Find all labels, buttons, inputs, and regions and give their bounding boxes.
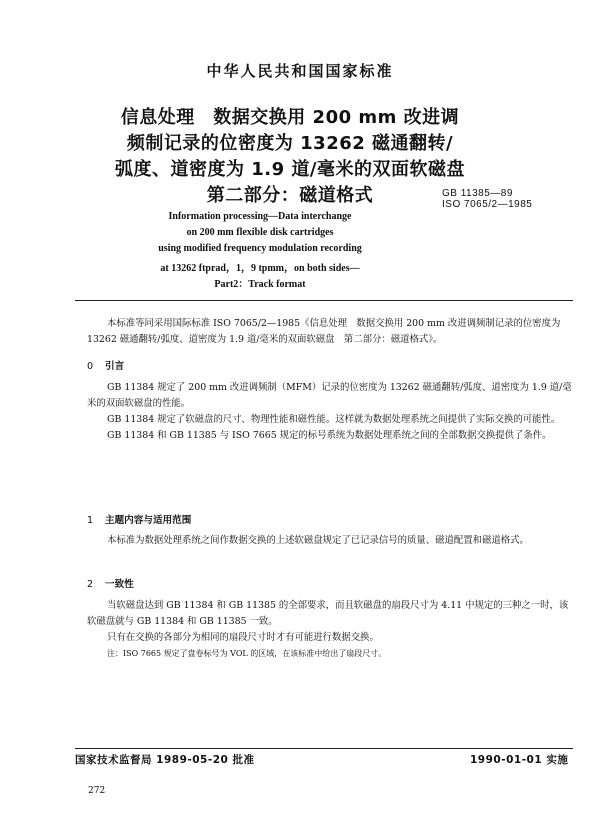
intro-text: 本标准等同采用国际标准 ISO 7065/2—1985《信息处理 数据交换用 200 mm 改进调频制记录的位密度为 13262 磁通翻转/弧度、道密度为 1.9 道/毫米的双面软磁盘 第二部分：磁道格式》。 <box>87 318 561 345</box>
section-0-number: 0 <box>87 361 94 372</box>
page-number: 272 <box>88 786 106 796</box>
section-0-title: 引言 <box>105 361 125 372</box>
english-title-line-1: Information processing—Data interchange <box>168 211 352 222</box>
title-line-4: 第二部分：磁道格式 <box>206 185 374 206</box>
section-2-note: 注：ISO 7665 规定了盘卷标号为 VOL 的区域，在该标准中给出了扇段尺寸。 <box>107 649 387 658</box>
english-title-line-4: at 13262 ftprad，1，9 tpmm，on both sides— <box>160 263 360 274</box>
title-line-3: 弧度、道密度为 1.9 道/毫米的双面软磁盘 <box>115 159 465 180</box>
section-2-number: 2 <box>87 579 94 590</box>
english-title-line-5: Part2：Track format <box>214 279 306 290</box>
english-title-line-2: on 200 mm flexible disk cartridges <box>186 227 334 238</box>
section-1-body <box>87 533 573 549</box>
title-line-2: 频制记录的位密度为 13262 磁通翻转/ <box>126 133 454 154</box>
top-divider <box>75 300 573 301</box>
section-0-heading <box>87 358 124 372</box>
gb-standard-number: GB 11385—89 <box>442 188 513 199</box>
section-0-paragraph-3: GB 11384 和 GB 11385 与 ISO 7665 规定的标号系统为数据处理系统之间的全部数据交换提供了条件。 <box>107 430 552 441</box>
section-0-body <box>87 380 573 444</box>
approval-date: 国家技术监督局 1989-05-20 批准 <box>75 754 255 766</box>
english-title-line-3: using modified frequency modulation recording <box>158 243 362 254</box>
section-0-paragraph-1: GB 11384 规定了 200 mm 改进调频制（MFM）记录的位密度为 13262 磁通翻转/弧度、道密度为 1.9 道/毫米的双面软磁盘的性能。 <box>87 382 572 409</box>
section-1-title: 主题内容与适用范围 <box>105 515 192 526</box>
footer-divider <box>75 748 573 749</box>
section-1-paragraph-1: 本标准为数据处理系统之间作数据交换的上述软磁盘规定了已记录信号的质量、磁道配置和磁道格式。 <box>107 535 529 546</box>
section-2-paragraph-1: 当软磁盘达到 GB 11384 和 GB 11385 的全部要求，而且软磁盘的扇段尺寸为 4.11 中规定的三种之一时，该软磁盘就与 GB 11384 和 GB 11385 一致。 <box>87 600 569 627</box>
section-2-heading <box>87 576 134 590</box>
section-1-heading <box>87 512 191 526</box>
effective-date: 1990-01-01 实施 <box>470 754 569 766</box>
section-0-paragraph-2: GB 11384 规定了软磁盘的尺寸、物理性能和磁性能。这样就为数据处理系统之间提供了实际交换的可能性。 <box>107 414 561 425</box>
section-2-body <box>87 598 573 646</box>
title-line-1: 信息处理 数据交换用 200 mm 改进调 <box>120 107 460 128</box>
section-2-title: 一致性 <box>105 579 134 590</box>
national-standard-header: 中华人民共和国国家标准 <box>206 62 394 80</box>
section-2-paragraph-2: 只有在交换的各部分为相同的扇段尺寸时才有可能进行数据交换。 <box>107 632 379 643</box>
iso-standard-number: ISO 7065/2—1985 <box>442 199 533 210</box>
section-1-number: 1 <box>87 515 94 526</box>
intro-paragraph <box>87 316 573 348</box>
